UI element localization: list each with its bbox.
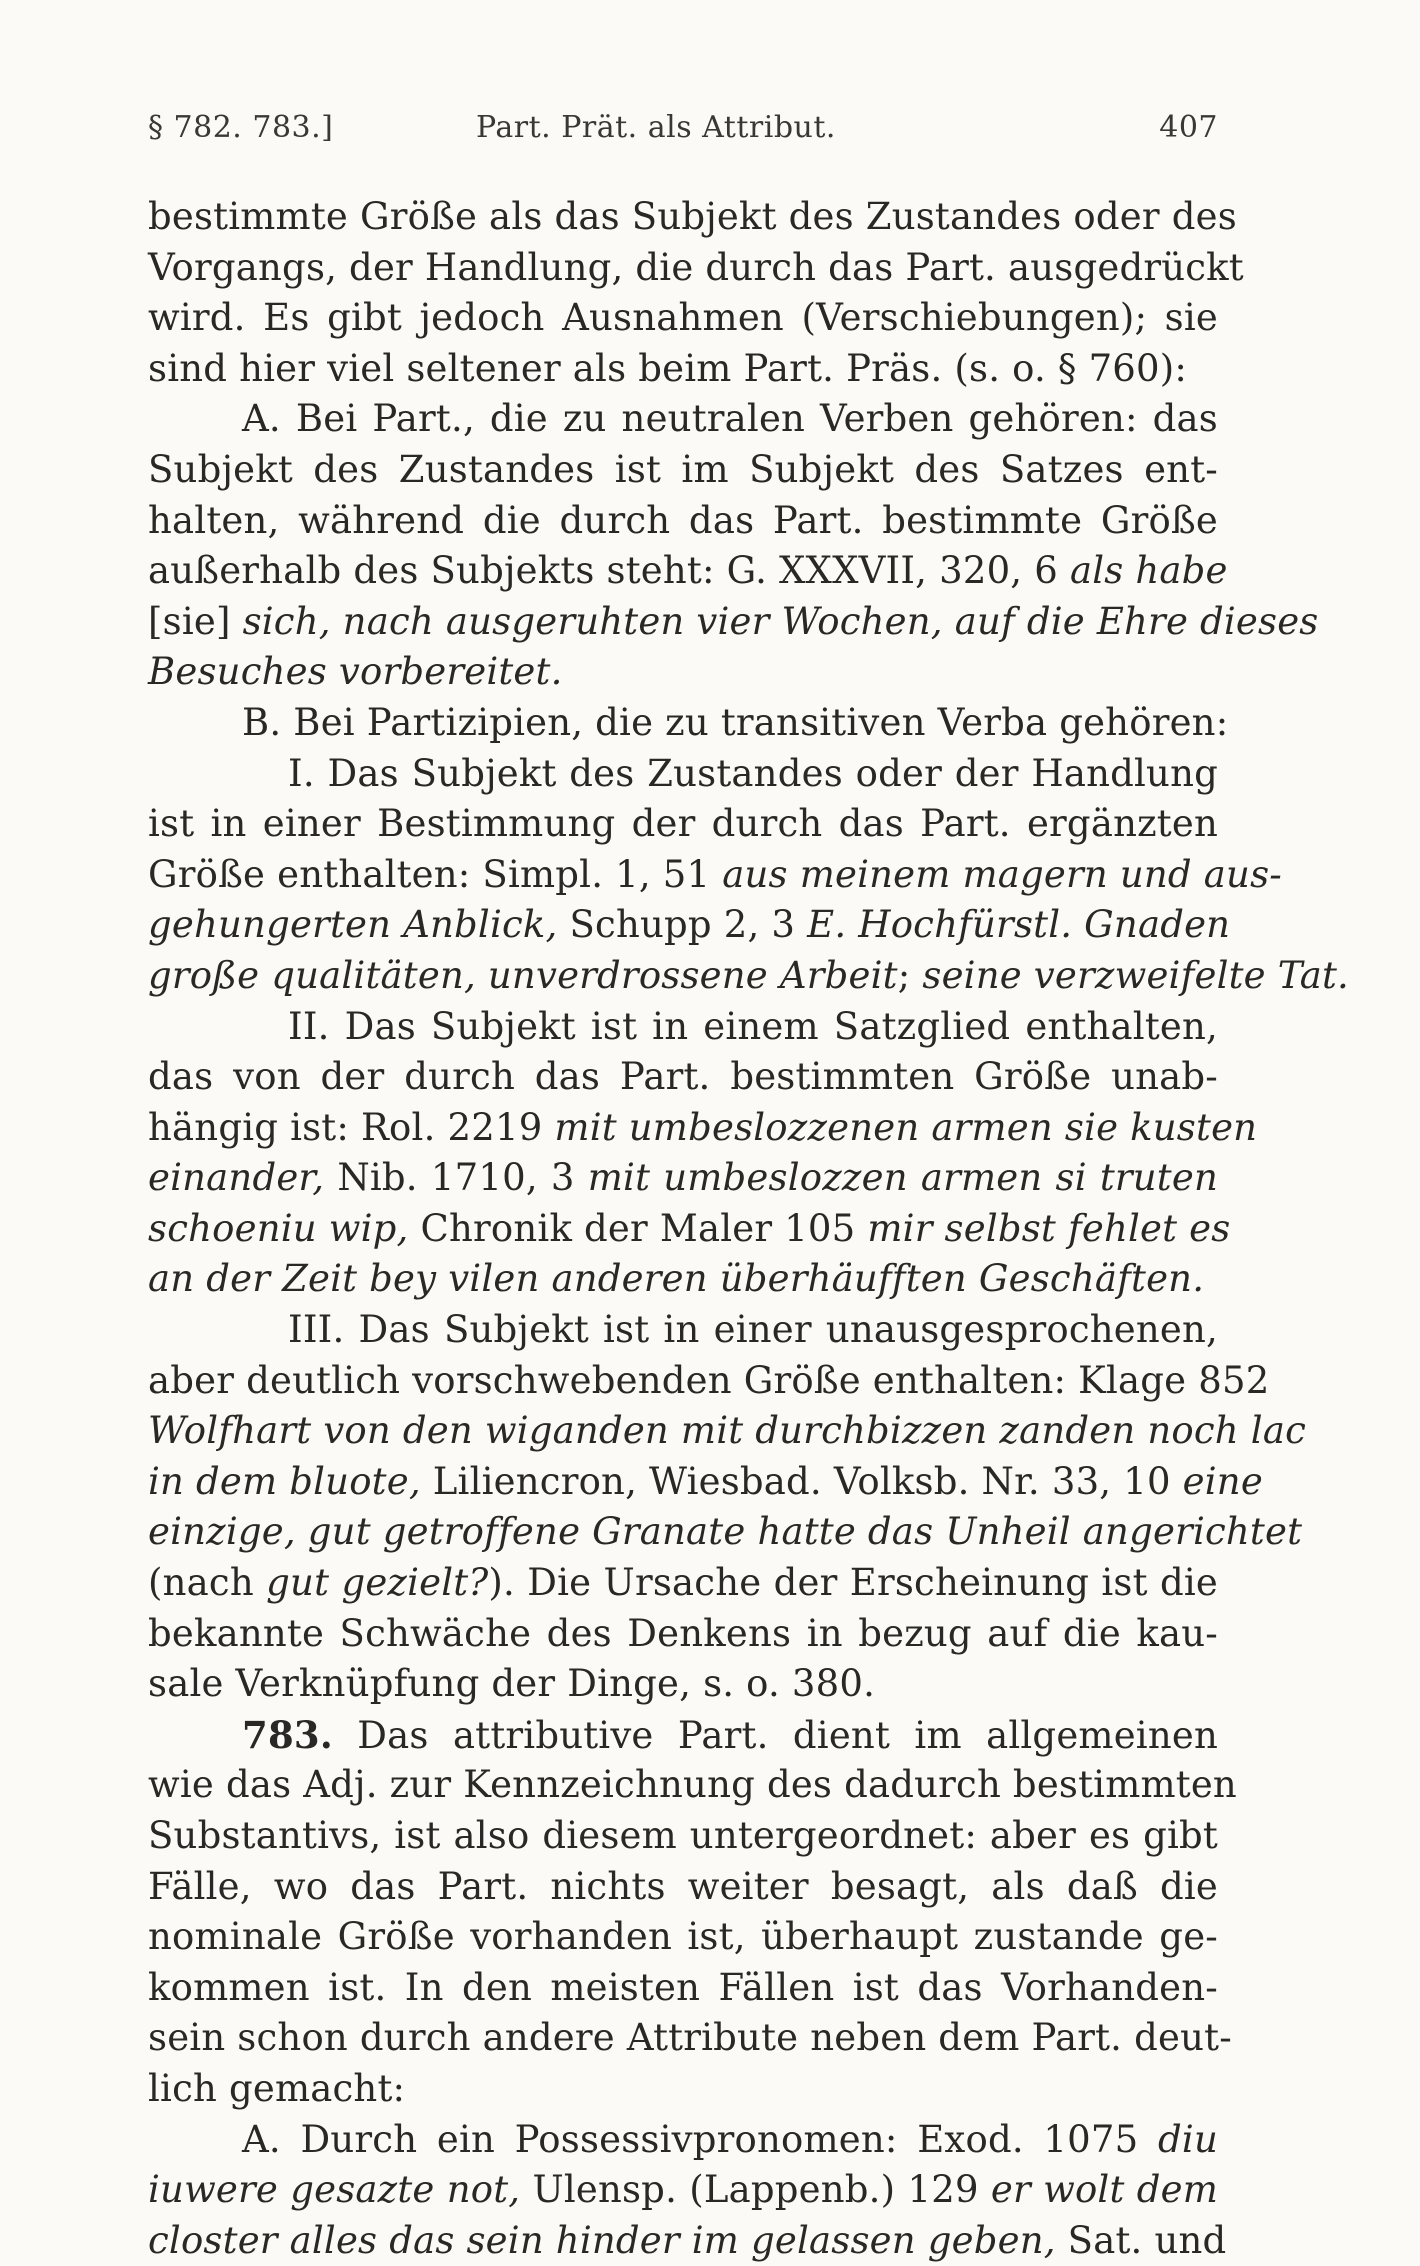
- text-line: [148, 1406, 1307, 1457]
- text-segment: II. Das Subjekt ist in einem Satzglied enthalten,: [288, 1004, 1218, 1048]
- text-line: [148, 1457, 1263, 1508]
- text-segment: I. Das Subjekt des Zustandes oder der Handlung: [288, 751, 1218, 795]
- italic-text: E. Hochfürstl. Gnaden: [807, 903, 1231, 947]
- text-segment: lich gemacht:: [148, 2066, 406, 2110]
- text-segment: sein schon durch andere Attribute neben dem Part. deut-: [148, 2016, 1232, 2060]
- text-line: [148, 445, 1218, 496]
- text-segment: halten, während die durch das Part. bestimmte Größe: [148, 498, 1218, 542]
- text-segment: Das attributive Part. dient im allgemeinen: [332, 1713, 1218, 1757]
- text-line: [148, 698, 1229, 749]
- italic-text: mir selbst fehlet es: [867, 1206, 1231, 1250]
- italic-text: er wolt dem: [990, 2168, 1219, 2212]
- text-segment: (nach: [148, 1561, 267, 1605]
- page-body: [148, 192, 1350, 2266]
- text-line: [148, 1862, 1218, 1913]
- text-line: [148, 1153, 1218, 1204]
- text-segment: A. Bei Part., die zu neutralen Verben gehören: das: [242, 397, 1218, 441]
- text-segment: Substantivs, ist also diesem untergeordnet: aber es gibt: [148, 1814, 1218, 1857]
- text-segment: wie das Adj. zur Kennzeichnung des dadurch bestimmten: [148, 1763, 1237, 1807]
- text-line: [148, 1002, 1218, 1053]
- italic-text: einzige, gut getroffene Granate hatte das Unheil angerichtet: [148, 1510, 1303, 1554]
- text-segment: sind hier viel seltener als beim Part. Präs. (s. o. § 760):: [148, 346, 1188, 390]
- italic-text: closter alles das sein hinder im gelassen geben,: [148, 2218, 1056, 2262]
- text-line: [148, 546, 1228, 597]
- text-segment: Chronik der Maler 105: [408, 1206, 868, 1250]
- text-segment: Schupp 2, 3: [557, 903, 808, 947]
- text-segment: ;: [897, 953, 923, 997]
- text-line: [148, 1760, 1237, 1811]
- text-segment: bekannte Schwäche des Denkens in bezug auf die kau-: [148, 1611, 1218, 1655]
- text-segment: ). Die Ursache der Erscheinung ist die: [488, 1561, 1218, 1605]
- italic-text: seine verzweifelte Tat.: [922, 953, 1350, 997]
- text-line: [148, 1710, 1218, 1761]
- italic-text: mit umbeslozzenen armen sie kusten: [554, 1105, 1258, 1149]
- book-page: [148, 110, 1350, 2262]
- text-line: [148, 496, 1218, 547]
- italic-text: mit umbeslozzen armen si truten: [587, 1156, 1219, 1200]
- text-line: [148, 243, 1244, 294]
- text-line: [148, 1659, 1218, 1710]
- text-line: [148, 647, 1218, 698]
- text-line: [148, 394, 1218, 445]
- text-line: [148, 799, 1218, 850]
- text-segment: aber deutlich vorschwebenden Größe enthalten: Klage 852: [148, 1358, 1270, 1402]
- text-line: [148, 1204, 1231, 1255]
- italic-text: Besuches vorbereitet.: [148, 650, 563, 694]
- text-line: [148, 1254, 1218, 1305]
- italic-text: iuwere gesazte not,: [148, 2168, 521, 2212]
- text-segment: Vorgangs, der Handlung, die durch das Part. ausgedrückt: [148, 245, 1244, 289]
- italic-text: einander,: [148, 1156, 325, 1200]
- text-line: [148, 2115, 1218, 2166]
- text-segment: sale Verknüpfung der Dinge, s. o. 380.: [148, 1662, 876, 1706]
- text-line: [148, 900, 1231, 951]
- text-segment: Fälle, wo das Part. nichts weiter besagt, als daß die: [148, 1864, 1218, 1908]
- text-line: [148, 1811, 1218, 1862]
- text-line: [148, 2216, 1227, 2266]
- text-line: [148, 192, 1237, 243]
- section-number: 783.: [242, 1712, 333, 1757]
- text-line: [148, 951, 1350, 1002]
- text-line: [148, 1103, 1258, 1154]
- text-segment: B. Bei Partizipien, die zu transitiven Verba gehören:: [242, 700, 1229, 744]
- text-line: [148, 1305, 1218, 1356]
- italic-text: gehungerten Anblick,: [148, 903, 558, 947]
- text-line: [148, 1356, 1270, 1407]
- text-line: [148, 1912, 1218, 1963]
- italic-text: aus meinem magern und aus-: [722, 852, 1282, 896]
- section-reference: § 782. 783.]: [148, 110, 334, 145]
- text-segment: das von der durch das Part. bestimmten Größe unab-: [148, 1055, 1218, 1099]
- text-segment: Größe enthalten: Simpl. 1, 51: [148, 852, 723, 896]
- text-segment: wird. Es gibt jedoch Ausnahmen (Verschiebungen); sie: [148, 296, 1218, 340]
- text-segment: Sat. und: [1055, 2218, 1227, 2262]
- text-line: [148, 1507, 1303, 1558]
- text-line: [148, 1609, 1218, 1660]
- italic-text: schoeniu wip,: [148, 1206, 409, 1250]
- text-line: [148, 1558, 1218, 1609]
- text-line: [148, 1052, 1218, 1103]
- italic-text: sich, nach ausgeruhten vier Wochen, auf die Ehre dieses: [242, 599, 1319, 643]
- text-line: [148, 2013, 1232, 2064]
- text-segment: [sie]: [148, 599, 243, 643]
- text-line: [148, 293, 1218, 344]
- italic-text: diu: [1158, 2117, 1218, 2161]
- text-segment: kommen ist. In den meisten Fällen ist das Vorhanden-: [148, 1965, 1218, 2009]
- text-line: [148, 597, 1319, 648]
- text-segment: Liliencron, Wiesbad. Volksb. Nr. 33, 10: [420, 1459, 1183, 1503]
- text-segment: bestimmte Größe als das Subjekt des Zustandes oder des: [148, 195, 1237, 238]
- text-segment: außerhalb des Subjekts steht: G. XXXVII, 320, 6: [148, 549, 1070, 593]
- text-line: [148, 1963, 1218, 2014]
- italic-text: große qualitäten, unverdrossene Arbeit: [148, 953, 898, 997]
- text-segment: nominale Größe vorhanden ist, überhaupt zustande ge-: [148, 1915, 1218, 1959]
- text-line: [148, 344, 1218, 395]
- text-segment: Ulensp. (Lappenb.) 129: [520, 2168, 991, 2212]
- running-title: Part. Prät. als Attribut.: [476, 110, 836, 145]
- italic-text: Wolfhart von den wiganden mit durchbizzen zanden noch lac: [148, 1409, 1307, 1453]
- italic-text: gut gezielt?: [266, 1561, 489, 1605]
- italic-text: in dem bluote,: [148, 1459, 421, 1503]
- text-segment: Nib. 1710, 3: [324, 1156, 588, 1200]
- italic-text: als habe: [1069, 549, 1228, 593]
- text-line: [148, 749, 1218, 800]
- text-segment: III. Das Subjekt ist in einer unausgesprochenen,: [288, 1308, 1218, 1352]
- italic-text: an der Zeit bey vilen anderen überhäufften Geschäften.: [148, 1257, 1205, 1301]
- running-header: [148, 110, 1218, 164]
- text-segment: ist in einer Bestimmung der durch das Part. ergänzten: [148, 802, 1218, 846]
- text-line: [148, 2165, 1218, 2216]
- text-segment: A. Durch ein Possessivpronomen: Exod. 1075: [242, 2117, 1159, 2161]
- page-number: 407: [1159, 110, 1218, 145]
- text-segment: hängig ist: Rol. 2219: [148, 1105, 555, 1149]
- italic-text: eine: [1182, 1459, 1263, 1503]
- text-segment: Subjekt des Zustandes ist im Subjekt des Satzes ent-: [148, 447, 1218, 491]
- text-line: [148, 2064, 1218, 2115]
- text-line: [148, 850, 1282, 901]
